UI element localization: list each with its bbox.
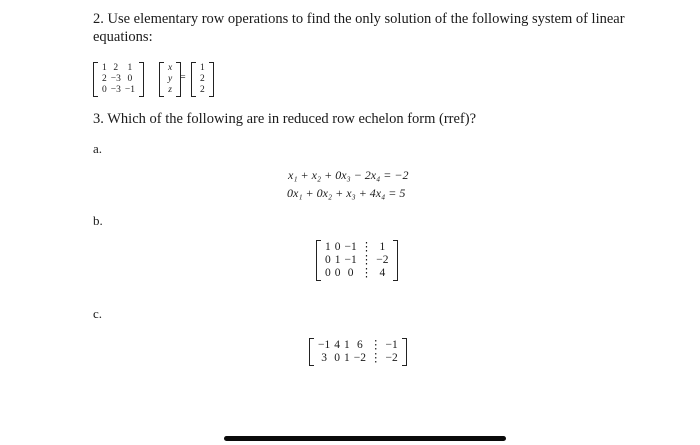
matrix-cell: 0 xyxy=(347,267,354,279)
equals-sign: = xyxy=(180,72,186,83)
matrix-cell: 0 xyxy=(325,254,331,266)
matrix-cell: −1 xyxy=(344,241,357,253)
matrix-cell: 1 xyxy=(102,63,107,73)
matrix-cell: 1 xyxy=(379,241,386,253)
matrix-cell: 0 xyxy=(325,267,331,279)
part-c-label: c. xyxy=(93,306,103,321)
matrix-cell: −2 xyxy=(376,254,389,266)
matrix-cell: −1 xyxy=(124,85,135,95)
matrix-cell: 0 xyxy=(334,267,341,279)
matrix-cell: 1 xyxy=(334,254,341,266)
matrix-cell: 0 xyxy=(334,241,341,253)
matrix-cell: 1 xyxy=(344,339,350,351)
augment-separator: ⋮ xyxy=(360,254,373,266)
matrix-cell: 1 xyxy=(344,352,350,364)
question-2 xyxy=(93,10,653,46)
part-c-augmented-matrix xyxy=(309,338,407,366)
matrix-cell: −1 xyxy=(318,339,331,351)
matrix-cell: −2 xyxy=(385,352,398,364)
matrix-cell: −3 xyxy=(110,85,121,95)
matrix-cell: −1 xyxy=(385,339,398,351)
matrix-cell: −1 xyxy=(344,254,357,266)
vector-cell: x xyxy=(168,63,173,73)
matrix-cell: 4 xyxy=(379,267,386,279)
question-3-title: 3. Which of the following are in reduced row echelon form (rref)? xyxy=(93,111,477,127)
matrix-cell: −3 xyxy=(110,74,121,84)
matrix-cell: 0 xyxy=(334,352,340,364)
matrix-cell: 3 xyxy=(321,352,327,364)
matrix-cell: 2 xyxy=(113,63,119,73)
matrix-cell: 4 xyxy=(334,339,340,351)
vector-cell: 2 xyxy=(200,85,205,95)
matrix-cell: 2 xyxy=(102,74,107,84)
matrix-cell: 0 xyxy=(127,74,133,84)
matrix-cell: 0 xyxy=(102,85,107,95)
part-a-equation-1: x₁ + x₂ + 0x₃ − 2x₄ = −2 xyxy=(288,168,409,182)
matrix-cell: −2 xyxy=(353,352,366,364)
vector-cell: 1 xyxy=(200,63,205,73)
matrix-cell: 6 xyxy=(357,339,363,351)
home-indicator[interactable] xyxy=(224,436,506,441)
q2-variable-vector xyxy=(159,62,181,97)
augment-separator: ⋮ xyxy=(360,267,373,279)
augment-separator: ⋮ xyxy=(370,352,382,364)
augment-separator: ⋮ xyxy=(360,241,373,253)
vector-cell: 2 xyxy=(200,74,205,84)
question-2-text-line2: equations: xyxy=(93,29,153,45)
matrix-cell: 1 xyxy=(325,241,331,253)
part-a-equation-2: 0x₁ + 0x₂ + x₃ + 4x₄ = 5 xyxy=(287,186,406,200)
q2-coefficient-matrix xyxy=(93,62,144,97)
question-2-text-line1: 2. Use elementary row operations to find the only solution of the following system of linear xyxy=(93,11,625,27)
part-a-label: a. xyxy=(93,141,103,156)
q2-constant-vector xyxy=(191,62,214,97)
part-b-augmented-matrix xyxy=(316,240,398,281)
augment-separator: ⋮ xyxy=(370,339,382,351)
matrix-cell: 1 xyxy=(127,63,133,73)
vector-cell: z xyxy=(168,85,172,95)
part-b-label: b. xyxy=(93,213,103,228)
vector-cell: y xyxy=(168,74,173,84)
